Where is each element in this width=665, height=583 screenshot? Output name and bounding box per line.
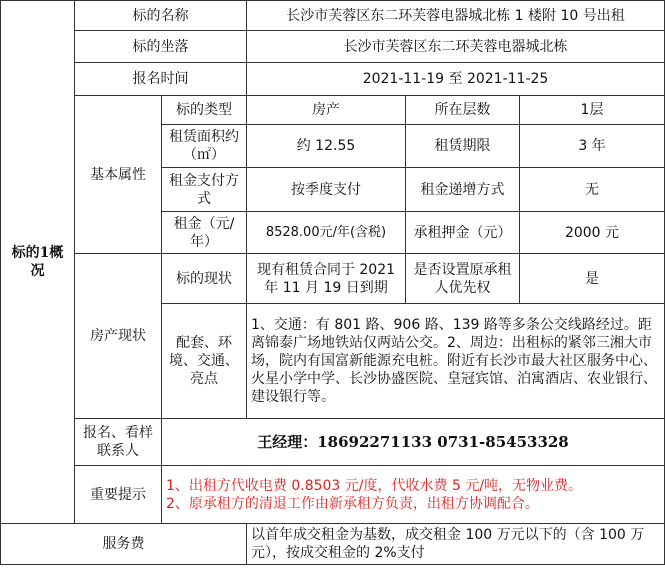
term-value: 3 年 <box>520 125 665 168</box>
service-fee-label: 服务费 <box>1 524 247 565</box>
term-label: 租赁期限 <box>406 125 520 168</box>
deposit-label: 承租押金（元） <box>406 212 520 254</box>
signup-time-value: 2021-11-19 至 2021-11-25 <box>247 63 665 96</box>
floor-value: 1层 <box>520 96 665 125</box>
payment-method-value: 按季度支付 <box>247 168 406 212</box>
notice-content <box>162 466 665 524</box>
basic-attributes-label: 基本属性 <box>75 96 162 254</box>
contact-value: 王经理：18692271133 0731-85453328 <box>162 419 665 466</box>
facilities-label: 配套、环境、交通、亮点 <box>162 304 247 419</box>
current-status-value: 现有租赁合同于 2021年 11 月 19 日到期 <box>247 254 406 304</box>
type-label: 标的类型 <box>162 96 247 125</box>
notice-line-1: 1、出租方代收电费 0.8503 元/度，代收水费 5 元/吨，无物业费。 <box>166 477 583 494</box>
area-value: 约 12.55 <box>247 125 406 168</box>
service-fee-value: 以首年成交租金为基数，成交租金 100 万元以下的（含 100 万元），按成交租金的 2%支付 <box>247 524 665 565</box>
payment-method-label: 租金支付方式 <box>162 168 247 212</box>
name-value: 长沙市芙蓉区东二环芙蓉电器城北栋 1 楼附 10 号出租 <box>247 1 665 31</box>
type-value: 房产 <box>247 96 406 125</box>
facilities-value: 1、交通：有 801 路、906 路、139 路等多条公交线路经过。距离锦泰广场地铁站仅两站公交。2、周边：出租标的紧邻三湘大市场，院内有国富新能源充电桩。附近有长沙市最大社区服务中心、火星小学中学、长沙协盛医院、皇冠宾馆、泊寓酒店、农业银行、建设银行等。 <box>247 304 665 419</box>
contact-label: 报名、看样联系人 <box>75 419 162 466</box>
rent-increase-value: 无 <box>520 168 665 212</box>
rent-label: 租金（元/年） <box>162 212 247 254</box>
property-status-label: 房产现状 <box>75 254 162 419</box>
current-status-label: 标的现状 <box>162 254 247 304</box>
rent-increase-label: 租金递增方式 <box>406 168 520 212</box>
priority-right-value: 是 <box>520 254 665 304</box>
location-value: 长沙市芙蓉区东二环芙蓉电器城北栋 <box>247 31 665 63</box>
deposit-value: 2000 元 <box>520 212 665 254</box>
rent-value: 8528.00元/年(含税) <box>247 212 406 254</box>
priority-right-label: 是否设置原承租人优先权 <box>406 254 520 304</box>
signup-time-label: 报名时间 <box>75 63 247 96</box>
floor-label: 所在层数 <box>406 96 520 125</box>
notice-label: 重要提示 <box>75 466 162 524</box>
notice-line-2: 2、原承租方的清退工作由新承租方负责，出租方协调配合。 <box>166 495 539 512</box>
area-label: 租赁面积约（㎡） <box>162 125 247 168</box>
location-label: 标的坐落 <box>75 31 247 63</box>
name-label: 标的名称 <box>75 1 247 31</box>
section-title: 标的1概况 <box>1 1 75 524</box>
